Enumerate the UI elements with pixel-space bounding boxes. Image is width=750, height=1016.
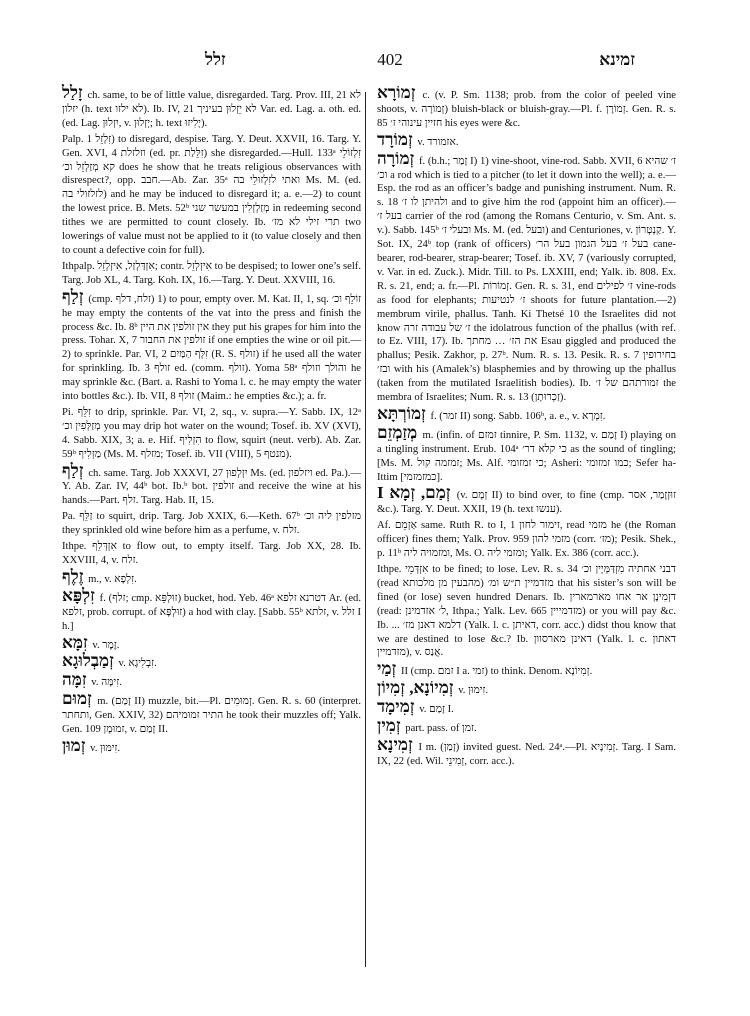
entry-headword: זְמוּם bbox=[62, 689, 92, 709]
entry-text: Pa. זַלֵּף to squirt, drip. Targ. Job XXIX, 6.—Keth. 67ᵇ מזלפין ליה וכ׳ they sprinkled old wine before him as a perfume, v. זלח. bbox=[62, 511, 361, 537]
entry-text: v. זִימָּה. bbox=[91, 677, 122, 689]
right-running-headword: זמינא bbox=[599, 50, 635, 69]
entry-headword: מְזַמְזֵם bbox=[377, 422, 418, 442]
dictionary-entry bbox=[62, 510, 361, 538]
dictionary-entry bbox=[62, 83, 362, 131]
dictionary-entry bbox=[62, 260, 361, 288]
entry-text: Palp. זִלְזֵל 1) to disregard, despise. Targ. Y. Deut. XXVII, 16. Targ. Y. Gen. XVI, 4 וזלזלת (ed. pr. זִלֵּלַת) she disregarded.—Hull. 133ᵃ זִלְזוֹלֵי קא מְזַלְזֵל וכ׳ does he show that he treats religious observances with disrespect?, opp. חבב.—Ab. Zar. 35ᵃ ואתי לזִלְזוּלֵי בה Ms. M. (ed. לזלזולי בה) and he may be induced to disregard it; a. e.—2) to count the lowest price. B. Mets. 52ᵇ מְזַלְזְלִין במעשר שני in redeeming second tithes we are permitted to count closely. Ib. תרי זילי לא מז׳ two lowerings of value must not be applied to it (to value closely and then to count a defective coin for full). bbox=[62, 133, 362, 256]
entry-headword: זְמִין bbox=[377, 716, 401, 736]
dictionary-entry bbox=[377, 697, 676, 717]
entry-text: Ithpe. אִזְדְּלֵף to flow out, to empty itself. Targ. Job XX, 28. Ib. XXVIII, 4, v. זלח. bbox=[62, 541, 361, 566]
dictionary-entry bbox=[377, 678, 676, 698]
entry-headword: זְמַם, זְמָא I bbox=[377, 483, 451, 503]
entry-headword: זְמוֹרָא bbox=[377, 83, 416, 102]
left-column bbox=[62, 83, 362, 758]
entry-text: I m. (זָמַן) invited guest. Ned. 24ᵃ.—Pl. זְמִינָיא. Targ. I Sam. IX, 22 (ed. Wil. זְמִינֵי, corr. acc.). bbox=[377, 741, 677, 767]
entry-headword: זִלְפָּא bbox=[62, 585, 95, 605]
entry-headword: זְלַף bbox=[62, 286, 84, 306]
entry-text: m., v. זִלְפָא. bbox=[88, 573, 137, 585]
dictionary-entry bbox=[377, 734, 677, 769]
entry-text: v. זִימוּן. bbox=[458, 685, 489, 697]
entry-headword: זְמַי bbox=[377, 659, 397, 679]
entry-text: (v. זְמָם II) to bind over, to fine (cmp. זוּזְזָמַר, אסר &c.). Targ. Y. Deut. XXII, 19 (h. text ענשו). bbox=[377, 490, 676, 516]
entry-text: m. (זָמַם II) muzzle, bit.—Pl. זְמוּמִים. Gen. R. s. 60 (interpret. ותחתר, Gen. XXIV, 32) התיר זמוּמיהם he took their muzzles off; Yalk. Gen. 109 זמוּמָן, v. זָמַם II. bbox=[62, 696, 361, 736]
entry-text: f. (זלף; cmp. זוּלְפֵּא) bucket, hod. Yeb. 46ᵃ דטרנא זלפא Ar. (ed. זלפא, prob. corrupt. of זוּלְפָּא) a hod with clay. [Sabb. 55ᵇ זלתא, v. זלל I h.] bbox=[62, 592, 362, 632]
entry-headword: זְמַבְלוּגָא bbox=[62, 651, 114, 671]
entry-text: f. (b.h.; זָמַר I) 1) vine-shoot, vine-rod. Sabb. XVII, 6 ז׳ שהיא וכ׳ a rod which is tied to a pitcher (to let it down into the well); a. e.—Esp. the rod as an officer’s badge and punishing instrument. Num. R. s. 18 ולהיתן לו ז׳ and to give him the rod (appoint him an officer).—בעל ז׳ carrier of the rod (among the Romans Centurio, v. Sm. Ant. s. v.). Sabb. 145ᵇ ובעלי ז׳ Ms. M. (ed. ובעל) and Centuriones, v. קַנְטְרוֹן. Y. Sot. IX, 24ᵇ top (rank of officers) בעל ז׳ בעל הגמון בעל הר׳ cane-bearer, rod-bearer, strap-bearer; Tosef. ib. XV, 7 (variously corrupted, v. Var. in ed. Zuck.). Midr. Till. to Ps. LXXIII, end; Yalk. ib. 808. Ex. R. s. 21, end; a. fr.—Pl. זְמוֹרוֹת. Gen. R. s. 31, end ז׳ לפילים vine-rods as food for elephants; ז׳ לנטיעות shoots for future plantation.—2) membrum virile, phallus. Tanh. Ki Thetsé 10 the Israelites did not know ז׳ של עבודה זרה the idolatrous function of the phallus (with ref. to Ez. VIII, 17). Ib. את הז׳ … מחתך Esau giggled and produced the phallus; Pesik. Zakhor, p. 27ᵇ. Num. R. s. 13. Pesik. R. s. 7 בחירופין ובז׳ with his (Amalek’s) blasphemies and by throwing up the phallus (taken from the mutilated Israelitish bodies). Ib. זמורתהם של ז׳ the membra of Israelites; Num. R. s. 13 (זַכְרוּתָן). bbox=[377, 155, 677, 404]
entry-headword: זְמוֹרָד bbox=[377, 129, 413, 149]
entry-text: (cmp. זלח, דלף) 1) to pour, empty over. M. Kat. II, 1, sq. זוֹלֵף וכ׳ he may empty the contents of the vat into the press and finish the process &c. Ib. 8ᵇ אין זולפין את היין they put his grapes for him into the press. Tohar. X, 7 זולפין את החבור if one empties the wine or oil pit.—2) to sprinkle. Par. VI, 2 זִלְּף הַמַּיִם (R. S. זולף) if he used all the water for sprinkling. Ib. 3 זולף ed. (comm. זולף). Yoma 58ᵃ והולך וזולף he may sprinkle &c. (Bart. a. Rashi to Yoma l. c. he may empty the water into bottles &c.). Ib. VII, 8 זולף (Maim.: he empties &c.); a. fr. bbox=[62, 293, 361, 403]
entry-text: Ithpe. אִזְדְּמֵי to be fined; to lose. Lev. R. s. 34 דבני אחתיה מִזְדַּמְּיָין וכ׳ (read מזדמיין ת״ש ומ׳ (מהבעין מן מלכותא that his sister’s son will be fined (or lose) seven hundred Denars. Ib. דזְמִינָן אר אחו מארמארין (read: ל׳ אזדמינן, Ithpa.; Yalk. Lev. 665 מזדמייין) or you will pay &c. Ib. ... דלמא דאנן מז׳ (Yalk. l. c. דאיתן, corr. acc.) didst thou know that we are destined to lose &c.? Ib. דאינן מארסוון (Yalk. l. c. דאתון מזדמיין), v. אֲנַס. bbox=[377, 564, 677, 659]
entry-text: ch. same. Targ. Job XXXVI, 27 יִזְלְפוּן Ms. (ed. ויזלפון ed. Pa.).—Y. Ab. Zar. IV, 44ᵇ bot. Ib.ᵇ bot. זולפין and receive the wine at his hands.—Part. זלף. Targ. Hab. II, 15. bbox=[62, 467, 361, 507]
entry-text: m. (infin. of זמזם tinnire, P. Sm. 1132, v. זָמַם I) playing on a tingling instrument. Erub. 104ᵃ כי קלא דר׳ as the sound of tingling; [Ms. M. זמזמה קול; Ms. Alf. כי זמזומי; Asheri: כמו זמזומי; Sefer ha-Ittim [כמזמזמי]. bbox=[377, 429, 676, 483]
dictionary-entry bbox=[62, 460, 361, 509]
dictionary-entry bbox=[377, 563, 676, 660]
dictionary-entry bbox=[377, 129, 676, 150]
dictionary-entry bbox=[62, 133, 361, 258]
dictionary-entry bbox=[377, 83, 676, 131]
dictionary-entry bbox=[62, 651, 361, 671]
entry-headword: זָלַל bbox=[62, 83, 83, 102]
dictionary-entry bbox=[62, 632, 361, 653]
entry-text: v. זִבְלִיגָא. bbox=[118, 658, 157, 670]
entry-text: v. זֶמֶר. bbox=[92, 639, 120, 651]
entry-text: Pi. זִלֵּף to drip, sprinkle. Par. VI, 2, sq., v. supra.—Y. Sabb. IX, 12ᵃ מְזַלְּפִין וכ׳ you may drip hot water on the wound; Tosef. ib. XV (XVI), 4. Sabb. XIX, 3; a. e. Hif. הִזְלִיף to flow, squirt (neut. verb). Ab. Zar. 59ᵇ מַזְלִיף (Ms. M. מזלף; Tosef. ib. VII (VIII), 5 מנטף). bbox=[62, 406, 361, 460]
page-header bbox=[100, 50, 680, 74]
entry-text: v. אזמורד. bbox=[417, 136, 459, 148]
entry-text: Af. אַזְמֵם same. Ruth R. to I, 1 זימור לחון, read מזמי he (the Roman officer) fines them; Yalk. Prov. 959 מזמי להון (corr. מז׳); Pesik. Shek., p. 11ᵇ ומזמויה ליה, Ms. O. ומזמי ליה; Yalk. Ex. 386 (corr. acc.). bbox=[377, 520, 676, 560]
entry-text: v. זָמַם I. bbox=[419, 704, 454, 716]
dictionary-entry bbox=[62, 566, 361, 587]
dictionary-entry bbox=[62, 689, 361, 737]
dictionary-entry bbox=[62, 735, 361, 756]
dictionary-entry bbox=[377, 422, 676, 485]
dictionary-entry bbox=[377, 148, 677, 405]
entry-text: Ithpalp. אִזְדַּלְזַל, אִיזְלְזֵל; contr. אִיזְלְזֵל to be despised; to lower one’s self. Targ. Job XL, 4. Targ. Koh. IX, 16.—Targ. Y. Deut. XXVIII, 16. bbox=[62, 260, 361, 286]
dictionary-entry bbox=[62, 670, 361, 690]
entry-headword: זְמִיוֹנָא, זְמִיוֹן bbox=[377, 678, 454, 698]
entry-headword: זֶלֶף bbox=[62, 566, 84, 586]
entry-headword: זְלַף bbox=[62, 460, 84, 480]
entry-text: part. pass. of זמן. bbox=[405, 723, 477, 735]
entry-text: f. (זמר II) song. Sabb. 106ᵇ, a. e., v. זִמְרָא. bbox=[430, 410, 606, 422]
entry-headword: זְמִינָא bbox=[377, 734, 413, 754]
left-running-headword: זלל bbox=[205, 50, 226, 69]
page-number: 402 bbox=[377, 50, 403, 69]
column-divider bbox=[365, 92, 366, 967]
right-column bbox=[377, 83, 677, 771]
dictionary-entry bbox=[62, 540, 361, 568]
entry-headword: זִמָּא bbox=[62, 632, 88, 652]
entry-text: II (cmp. זמם I a. זמי) to think. Denom. זְמִיוֹנָא. bbox=[400, 666, 593, 678]
dictionary-entry bbox=[377, 483, 676, 517]
entry-headword: זְמִימָד bbox=[377, 697, 415, 717]
dictionary-entry bbox=[62, 406, 361, 462]
entry-headword: זְמוֹרָה bbox=[377, 148, 415, 168]
dictionary-entry bbox=[62, 286, 361, 404]
entry-headword: זְמוּן bbox=[62, 735, 86, 755]
dictionary-entry bbox=[377, 659, 676, 679]
entry-text: v. זִימּוּן. bbox=[90, 742, 121, 754]
dictionary-entry bbox=[62, 585, 362, 634]
entry-headword: זְמוֹרְתָּא bbox=[377, 403, 426, 423]
entry-text: c. (v. P. Sm. 1138; prob. from the color of peeled vine shoots, v. זְמוֹרָה) bluish-black or bluish-gray.—Pl. f. זְמוֹרָן. Gen. R. s. 85 חזיין עינוהי ז׳ his eyes were &c. bbox=[377, 90, 676, 129]
dictionary-entry bbox=[377, 403, 676, 424]
dictionary-entry bbox=[377, 716, 676, 736]
entry-text: ch. same, to be of little value, disregarded. Targ. Prov. III, 21 לא יזלון (h. text לא ילזו). Ib. IV, 21 לא יֵזְלוּן בעיניך Var. ed. Lag. a. oth. ed. (ed. Lag. יִזְלוּן, v. יְזְלוּן; h. text יָלִיזוּ). bbox=[62, 90, 362, 129]
dictionary-entry bbox=[377, 519, 676, 561]
entry-headword: זִמָּה bbox=[62, 670, 87, 690]
